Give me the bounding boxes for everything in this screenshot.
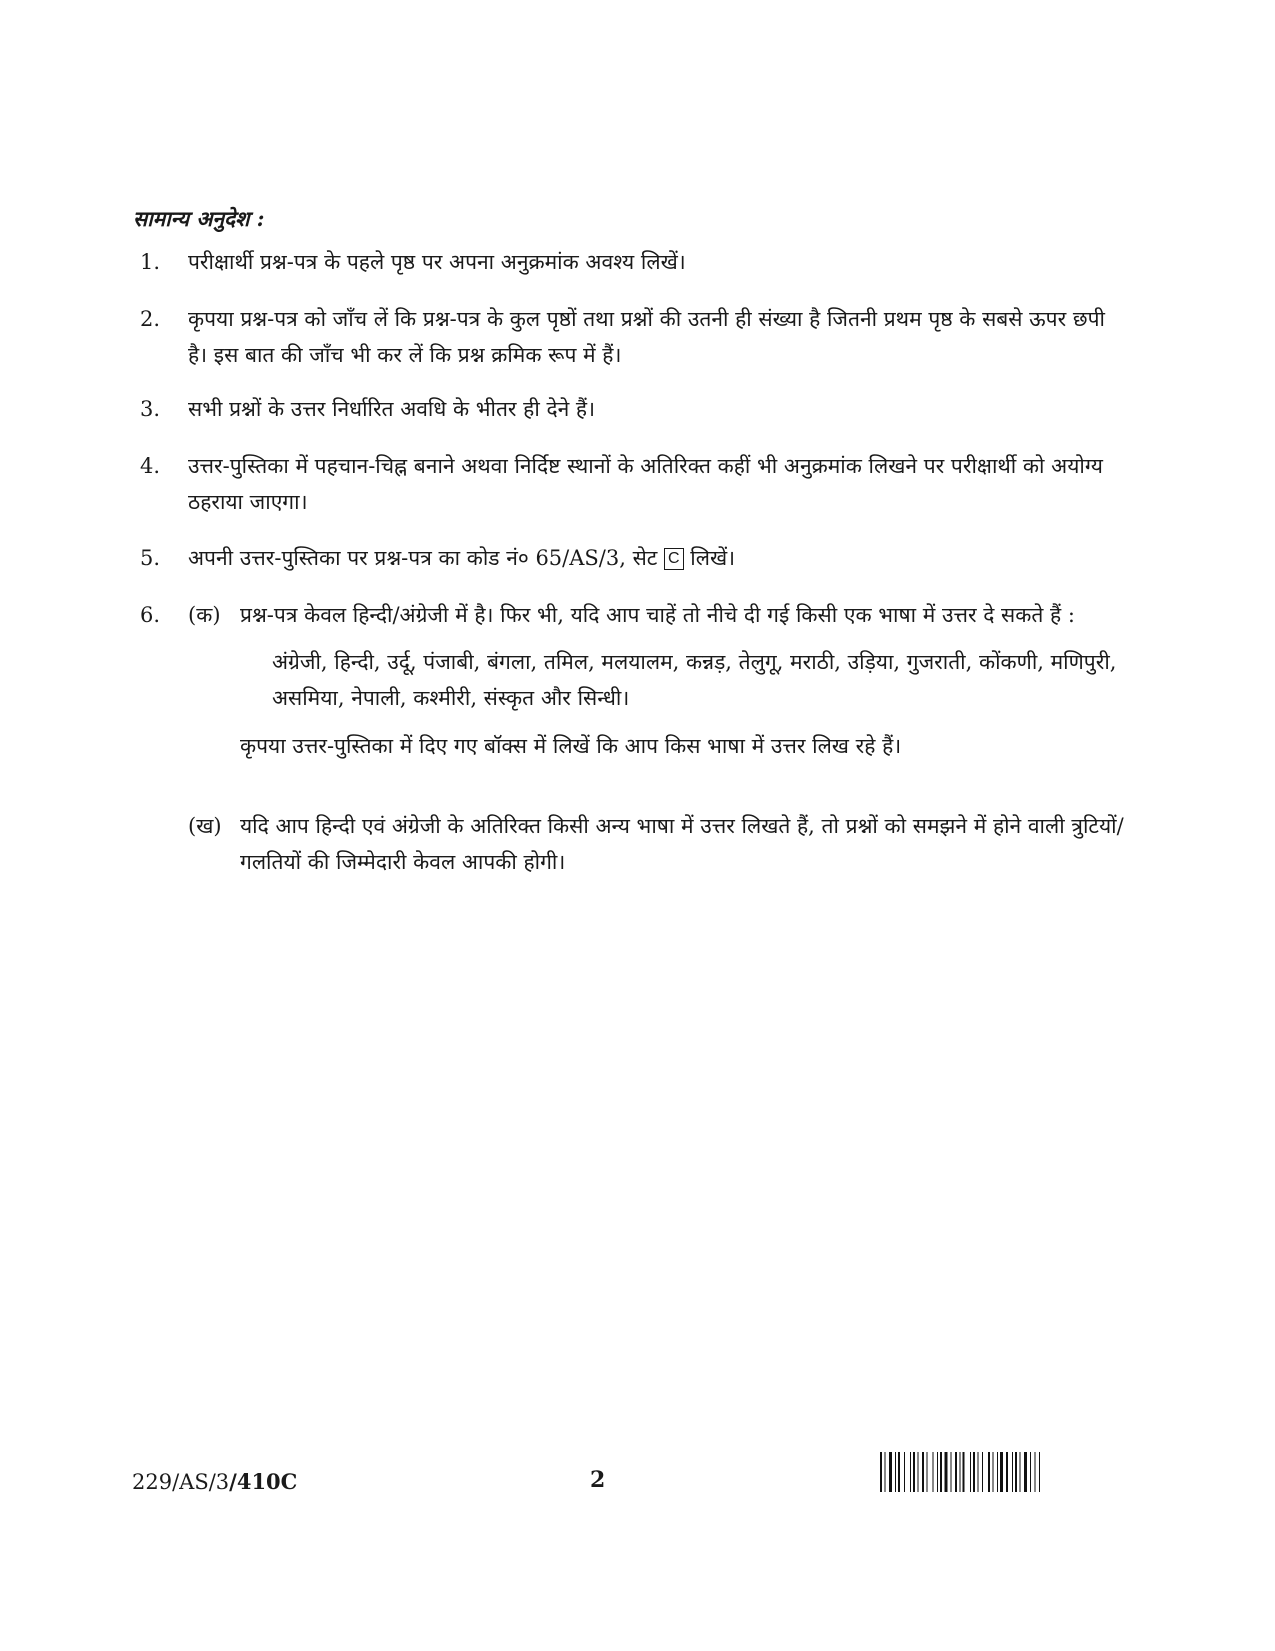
sub-text-ka: प्रश्न-पत्र केवल हिन्दी/अंग्रेजी में है। फिर भी, यदि आप चाहें तो नीचे दी गई किसी एक भाषा में उत्तर दे सकते हैं : (240, 603, 1075, 627)
instruction-number: 1. (140, 250, 161, 274)
instruction-3 (140, 391, 1130, 427)
instruction-2 (140, 301, 1130, 373)
instruction-1 (140, 244, 1130, 280)
language-list: अंग्रेजी, हिन्दी, उर्दू, पंजाबी, बंगला, तमिल, मलयालम, कन्नड़, तेलुगू, मराठी, उड़िया, गुजराती, कोंकणी, मणिपुरी, असमिया, नेपाली, कश्मीरी, संस्कृत और सिन्धी। (272, 650, 1117, 710)
barcode-icon (880, 1452, 1085, 1492)
instruction-text: उत्तर-पुस्तिका में पहचान-चिह्न बनाने अथवा निर्दिष्ट स्थानों के अतिरिक्त कहीं भी अनुक्रमांक लिखने पर परीक्षार्थी को अयोग्य ठहराया जाएगा। (188, 454, 1103, 514)
page-number: 2 (590, 1467, 606, 1493)
instruction-text: कृपया प्रश्न-पत्र को जाँच लें कि प्रश्न-पत्र के कुल पृष्ठों तथा प्रश्नों की उतनी ही संख्या है जितनी प्रथम पृष्ठ के सबसे ऊपर छपी है। इस बात की जाँच भी कर लें कि प्रश्न क्रमिक रूप में हैं। (188, 307, 1105, 367)
instruction-6 (140, 597, 1130, 764)
paper-code (132, 1469, 297, 1494)
set-code-box: C (664, 548, 684, 570)
instruction-text (188, 540, 1130, 576)
paper-code-prefix: 229/AS/3 (132, 1470, 230, 1494)
paper-code-suffix: /410C (229, 1469, 298, 1494)
instruction-number: 6. (140, 603, 161, 627)
instruction-5 (140, 540, 1130, 576)
instructions-heading: सामान्य अनुदेश : (133, 206, 265, 231)
instruction-number: 2. (140, 307, 161, 331)
instruction-number: 3. (140, 397, 161, 421)
sub-label-ka: (क) (188, 603, 221, 627)
instruction-number: 5. (140, 546, 161, 570)
instruction-text: परीक्षार्थी प्रश्न-पत्र के पहले पृष्ठ पर अपना अनुक्रमांक अवश्य लिखें। (188, 250, 686, 274)
sub-note-ka: कृपया उत्तर-पुस्तिका में दिए गए बॉक्स में लिखें कि आप किस भाषा में उत्तर लिख रहे हैं। (240, 734, 902, 758)
instruction-6-kha (140, 808, 1130, 880)
sub-text-kha: यदि आप हिन्दी एवं अंग्रेजी के अतिरिक्त किसी अन्य भाषा में उत्तर लिखते हैं, तो प्रश्नों को समझने में होने वाली त्रुटियों/गलतियों की जिम्मेदारी केवल आपकी होगी। (240, 814, 1124, 874)
sub-label-kha: (ख) (188, 814, 222, 838)
instruction-5-after: लिखें। (690, 546, 736, 570)
instruction-number: 4. (140, 454, 161, 478)
instruction-4 (140, 448, 1130, 520)
instruction-5-before: अपनी उत्तर-पुस्तिका पर प्रश्न-पत्र का कोड नं० 65/AS/3, सेट (188, 546, 658, 570)
instruction-text: सभी प्रश्नों के उत्तर निर्धारित अवधि के भीतर ही देने हैं। (188, 397, 596, 421)
